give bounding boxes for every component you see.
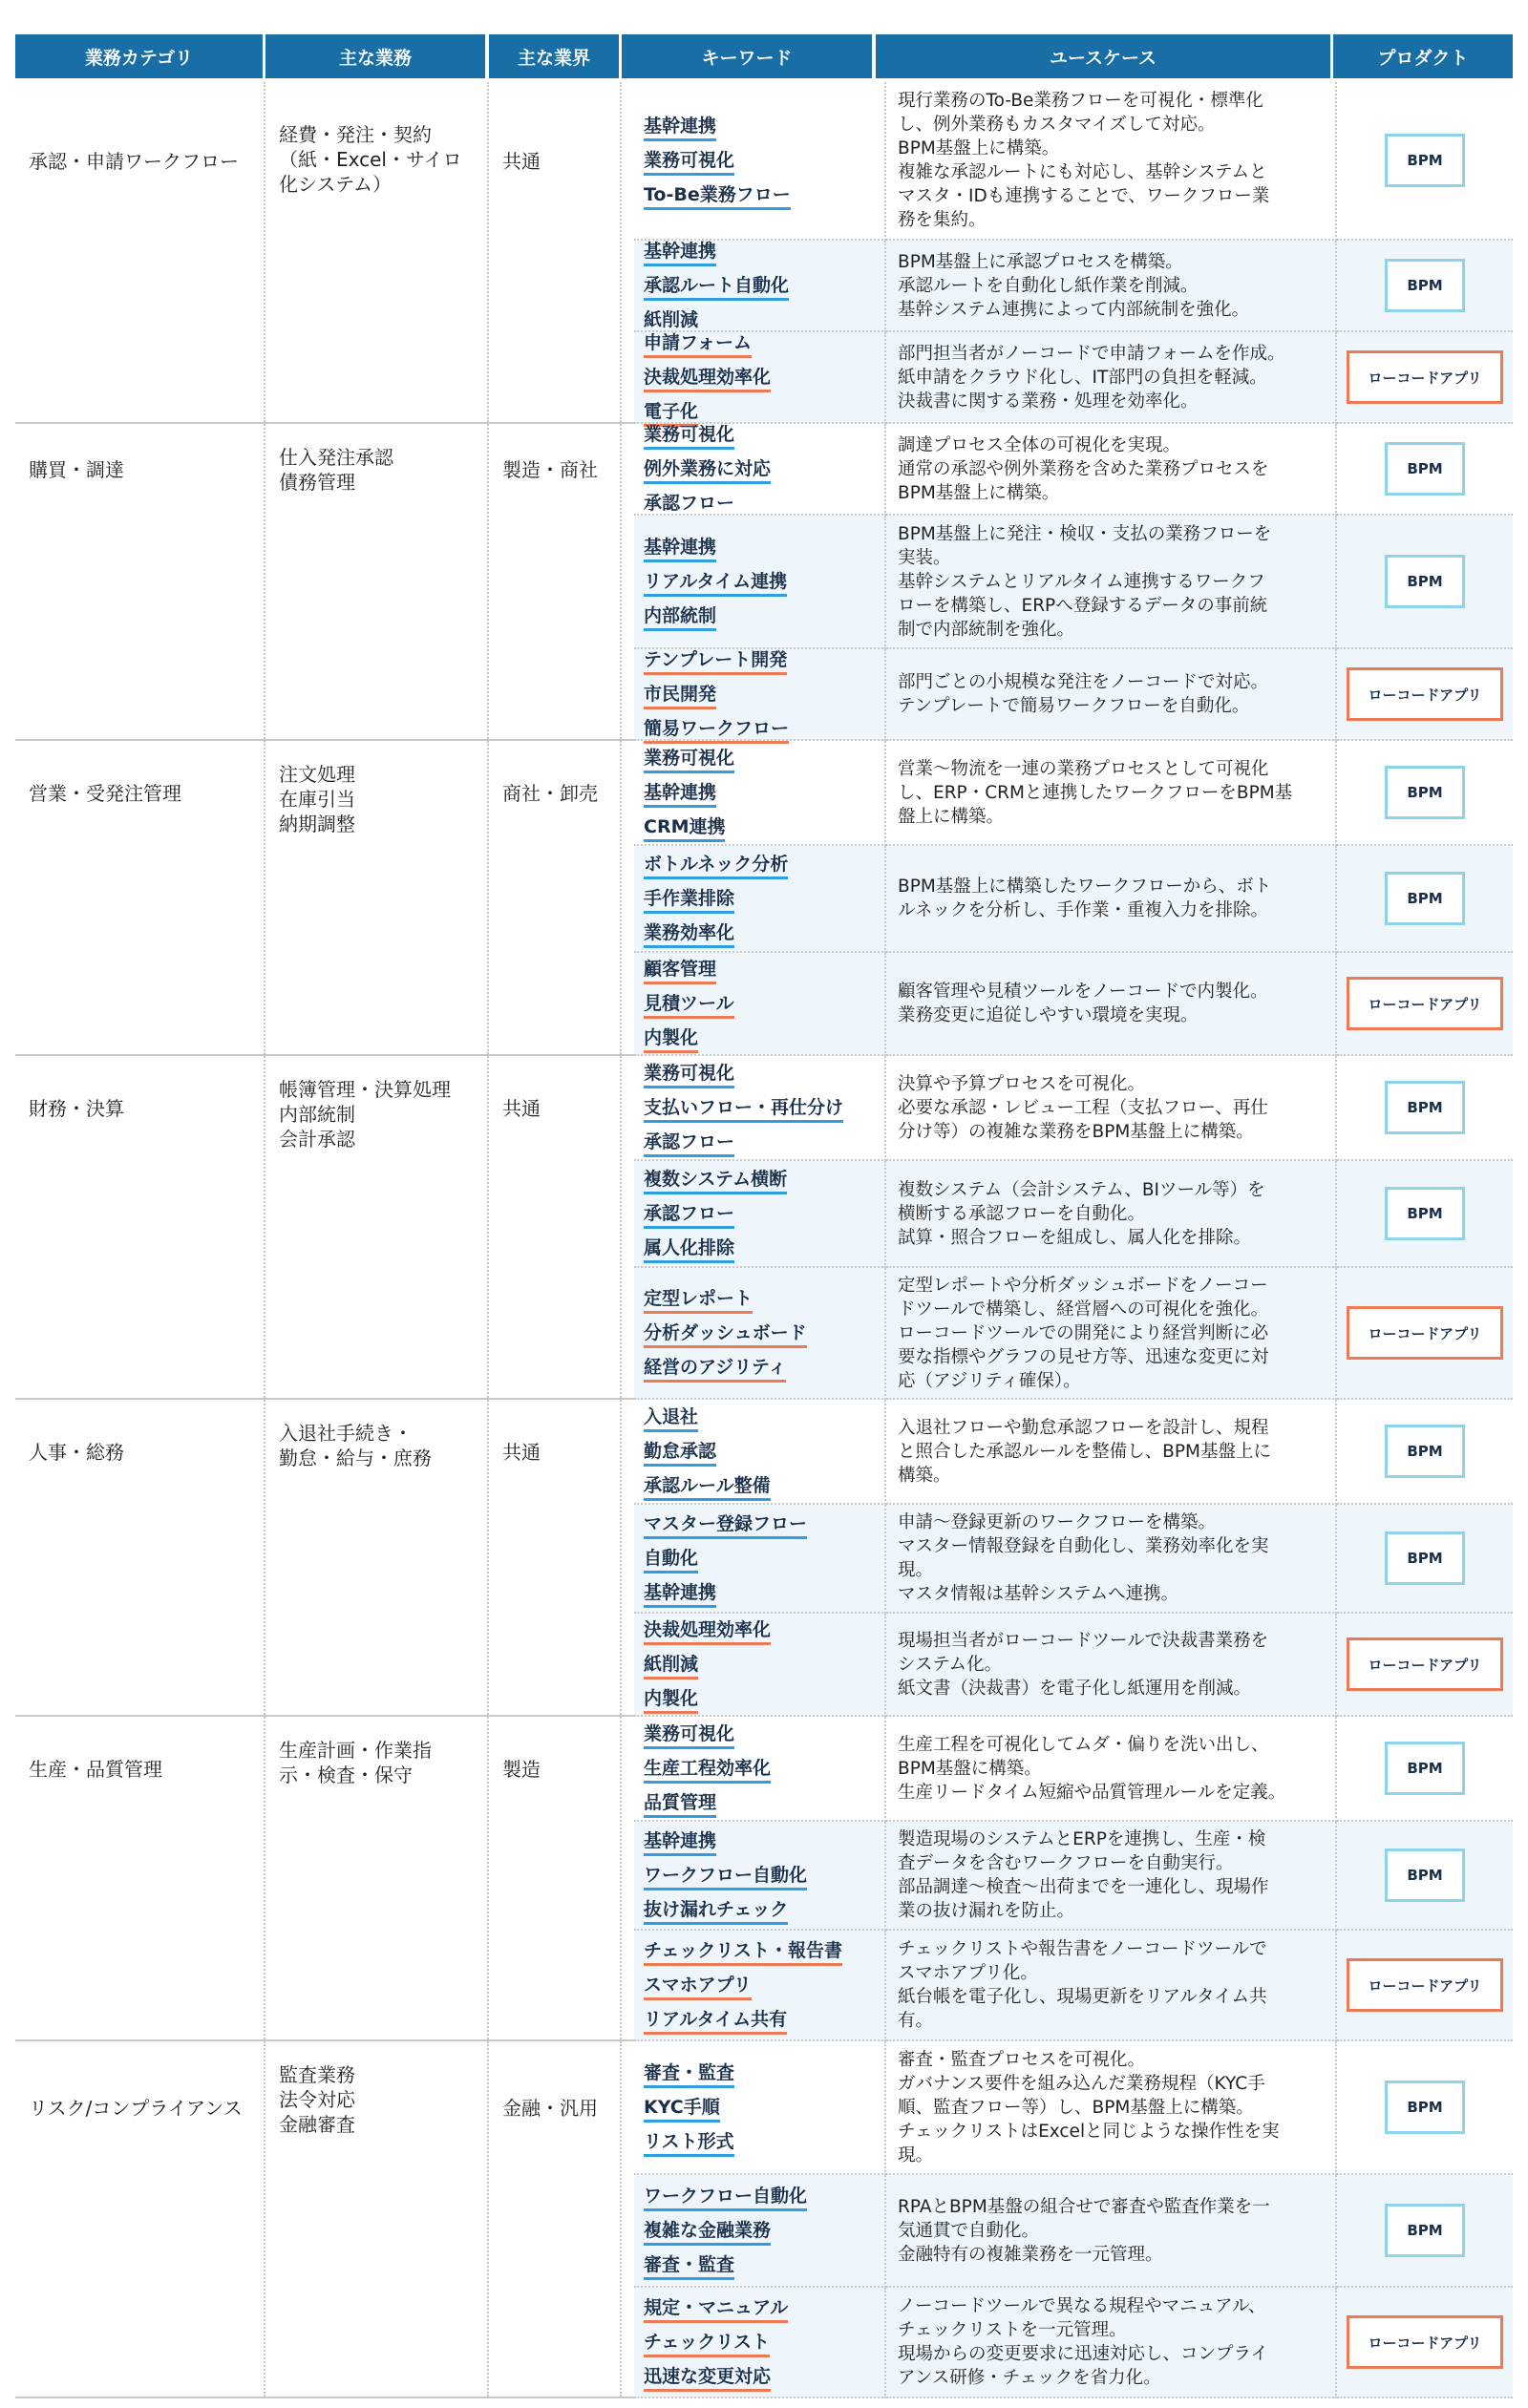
keyword-list — [644, 1268, 877, 1398]
table-row — [634, 1056, 1513, 1161]
bpm-badge: BPM — [1385, 2204, 1465, 2257]
usecase-text: BPM基盤上に発注・検収・支払の業務フローを 実装。 基幹システムとリアルタイム連携するワークフ ローを構築し、ERPへ登録するデータの事前統 制で内部統制を強化。 — [898, 523, 1272, 640]
keyword-cell — [634, 1505, 886, 1614]
table-row — [634, 516, 1513, 649]
usecase-cell — [886, 1161, 1337, 1268]
usecase-cell — [886, 82, 1337, 241]
keyword-tag: 承認ルート自動化 — [644, 271, 789, 301]
keyword-tag: 内製化 — [644, 1024, 698, 1053]
usecase-text: 現行業務のTo-Be業務フローを可視化・標準化 し、例外業務もカスタマイズして対応。 BPM基盤上に構築。 複雑な承認ルートにも対応し、基幹システムと マスタ・IDも連携することで、ワークフロー業 務を集約。 — [898, 91, 1270, 230]
keyword-list — [644, 1717, 877, 1820]
keyword-tag: 業務可視化 — [644, 1720, 734, 1749]
product-cell — [1337, 82, 1513, 241]
keyword-tag: 承認フロー — [644, 1128, 734, 1157]
keyword-list — [644, 424, 877, 514]
section-6 — [15, 1717, 1513, 2041]
usecase-text: チェックリストや報告書をノーコードツールで スマホアプリ化。 紙台帳を電子化し、現場更新をリアルタイム共 有。 — [898, 1939, 1267, 2031]
usecase-cell — [886, 649, 1337, 741]
product-cell — [1337, 1056, 1513, 1161]
keyword-cell — [634, 424, 886, 516]
header-cell: 主な業界 — [489, 34, 619, 78]
category-label: 生産・品質管理 — [29, 1758, 162, 1781]
keyword-tag: 見積ツール — [644, 989, 734, 1019]
keyword-list — [644, 1505, 877, 1612]
industry-label: 商社・卸売 — [502, 782, 598, 805]
usecase-cell — [886, 1056, 1337, 1161]
main-work-label: 入退社手続き・ 勤怠・給与・庶務 — [279, 1422, 432, 1469]
table-row — [634, 1822, 1513, 1931]
main-work-label: 生産計画・作業指 示・検査・保守 — [279, 1739, 432, 1786]
keyword-tag: 内製化 — [644, 1684, 698, 1714]
keyword-tag: 業務可視化 — [644, 420, 734, 450]
keyword-list — [644, 2041, 877, 2173]
industry-label: 共通 — [502, 1097, 541, 1120]
bpm-badge: BPM — [1385, 1081, 1465, 1134]
keyword-tag: 審査・監査 — [644, 2059, 734, 2088]
keyword-tag: KYC手順 — [644, 2093, 720, 2123]
keyword-list — [644, 2288, 877, 2397]
keyword-list — [644, 1931, 877, 2039]
usecase-cell — [886, 1268, 1337, 1400]
lowcode-badge: ローコードアプリ — [1347, 2315, 1503, 2369]
category-label: リスク/コンプライアンス — [29, 2097, 243, 2120]
keyword-list — [644, 846, 877, 951]
usecase-cell — [886, 1717, 1337, 1822]
industry-label: 製造・商社 — [502, 458, 598, 481]
keyword-tag: チェックリスト・報告書 — [644, 1936, 842, 1966]
header-cell: ユースケース — [876, 34, 1330, 78]
usecase-cell — [886, 241, 1337, 332]
header-cell: キーワード — [622, 34, 872, 78]
keyword-tag: 抜け漏れチェック — [644, 1895, 788, 1925]
table-row — [634, 2288, 1513, 2398]
section-1 — [15, 82, 1513, 424]
section-2 — [15, 424, 1513, 741]
product-cell — [1337, 1717, 1513, 1822]
keyword-tag: 申請フォーム — [644, 328, 752, 358]
keyword-tag: リスト形式 — [644, 2127, 734, 2157]
category-label: 財務・決算 — [29, 1097, 124, 1120]
keyword-tag: 紙削減 — [644, 306, 698, 335]
keyword-tag: チェックリスト — [644, 2328, 770, 2357]
keyword-tag: 自動化 — [644, 1544, 698, 1574]
table-row — [634, 1400, 1513, 1505]
keyword-cell — [634, 2288, 886, 2398]
usecase-text: 調達プロセス全体の可視化を実現。 通常の承認や例外業務を含めた業務プロセスを BPM基盤上に構築。 — [898, 434, 1269, 503]
keyword-tag: 市民開発 — [644, 680, 716, 709]
keyword-tag: ワークフロー自動化 — [644, 1861, 807, 1890]
usecase-text: 現場担当者がローコードツールで決裁書業務を システム化。 紙文書（決裁書）を電子化し紙運用を削減。 — [898, 1630, 1269, 1699]
keyword-tag: To-Be業務フロー — [644, 180, 791, 210]
header-cell: 主な業務 — [265, 34, 485, 78]
keyword-tag: ボトルネック分析 — [644, 850, 788, 879]
usecase-cell — [886, 332, 1337, 424]
keyword-list — [644, 82, 877, 239]
keyword-cell — [634, 1268, 886, 1400]
use-case-table — [15, 34, 1513, 2388]
main-work-label: 帳簿管理・決算処理 内部統制 会計承認 — [279, 1078, 451, 1151]
bpm-badge: BPM — [1385, 1187, 1465, 1240]
product-cell — [1337, 241, 1513, 332]
keyword-cell — [634, 2175, 886, 2288]
table-row — [634, 649, 1513, 741]
usecase-cell — [886, 1822, 1337, 1931]
keyword-list — [644, 1614, 877, 1715]
table-row — [634, 741, 1513, 846]
keyword-tag: 基幹連携 — [644, 778, 716, 808]
keyword-cell — [634, 1931, 886, 2041]
table-row — [634, 332, 1513, 424]
keyword-list — [644, 1822, 877, 1929]
usecase-cell — [886, 424, 1337, 516]
table-row — [634, 846, 1513, 953]
main-work-label: 監査業務 法令対応 金融審査 — [279, 2063, 355, 2136]
usecase-text: 製造現場のシステムとERPを連携し、生産・検 査データを含むワークフローを自動実行。 部品調達～検査～出荷までを一連化し、現場作 業の抜け漏れを防止。 — [898, 1829, 1269, 1921]
keyword-cell — [634, 741, 886, 846]
keyword-cell — [634, 1056, 886, 1161]
bpm-badge: BPM — [1385, 1742, 1465, 1795]
usecase-text: BPM基盤上に構築したワークフローから、ボト ルネックを分析し、手作業・重複入力を排除。 — [898, 877, 1272, 920]
product-cell — [1337, 332, 1513, 424]
usecase-cell — [886, 1614, 1337, 1717]
keyword-tag: 複雑な金融業務 — [644, 2216, 771, 2246]
bpm-badge: BPM — [1385, 134, 1465, 187]
table-row — [634, 82, 1513, 241]
lowcode-badge: ローコードアプリ — [1347, 977, 1503, 1030]
table-row — [634, 1931, 1513, 2041]
industry-label: 共通 — [502, 1441, 541, 1464]
keyword-tag: 電子化 — [644, 397, 698, 427]
keyword-tag: 手作業排除 — [644, 884, 734, 914]
lowcode-badge: ローコードアプリ — [1347, 1637, 1503, 1691]
category-label: 人事・総務 — [29, 1441, 124, 1464]
keyword-list — [644, 1056, 877, 1159]
keyword-tag: 迅速な変更対応 — [644, 2362, 771, 2392]
keyword-tag: 例外業務に対応 — [644, 454, 771, 484]
keyword-cell — [634, 241, 886, 332]
product-cell — [1337, 2175, 1513, 2288]
usecase-text: RPAとBPM基盤の組合せで審査や監査作業を一 気通貫で自動化。 金融特有の複雑業務を一元管理。 — [898, 2196, 1270, 2265]
usecase-text: 生産工程を可視化してムダ・偏りを洗い出し、 BPM基盤に構築。 生産リードタイム短縮や品質管理ルールを定義。 — [898, 1734, 1286, 1803]
bpm-badge: BPM — [1385, 2081, 1465, 2134]
main-work-label: 注文処理 在庫引当 納期調整 — [279, 763, 355, 835]
usecase-cell — [886, 846, 1337, 953]
usecase-text: 決算や予算プロセスを可視化。 必要な承認・レビュー工程（支払フロー、再仕 分け等）の複雑な業務をBPM基盤上に構築。 — [898, 1073, 1268, 1142]
product-cell — [1337, 741, 1513, 846]
section-4 — [15, 1056, 1513, 1400]
product-cell — [1337, 1400, 1513, 1505]
usecase-text: 部門担当者がノーコードで申請フォームを作成。 紙申請をクラウド化し、IT部門の負担を軽減。 決裁書に関する業務・処理を効率化。 — [898, 343, 1285, 412]
usecase-text: 営業～物流を一連の業務プロセスとして可視化 し、ERP・CRMと連携したワークフローをBPM基 盤上に構築。 — [898, 758, 1293, 827]
section-7 — [15, 2041, 1513, 2398]
usecase-cell — [886, 1931, 1337, 2041]
keyword-cell — [634, 1614, 886, 1717]
keyword-cell — [634, 2041, 886, 2175]
usecase-text: ノーコードツールで異なる規程やマニュアル、 チェックリストを一元管理。 現場からの変更要求に迅速対応し、コンプライ アンス研修・チェックを省力化。 — [898, 2296, 1268, 2388]
keyword-tag: 複数システム横断 — [644, 1165, 787, 1194]
keyword-tag: 業務可視化 — [644, 1059, 734, 1088]
keyword-list — [644, 1161, 877, 1266]
keyword-list — [644, 1400, 877, 1503]
keyword-tag: 決裁処理効率化 — [644, 1616, 771, 1645]
product-cell — [1337, 1931, 1513, 2041]
bpm-badge: BPM — [1385, 1531, 1465, 1585]
category-label: 営業・受発注管理 — [29, 782, 181, 805]
keyword-list — [644, 516, 877, 647]
keyword-tag: 業務可視化 — [644, 744, 734, 773]
keyword-tag: 入退社 — [644, 1403, 698, 1432]
category-label: 購買・調達 — [29, 458, 124, 481]
keyword-tag: テンプレート開発 — [644, 645, 787, 675]
industry-label: 金融・汎用 — [502, 2097, 598, 2120]
keyword-tag: 規定・マニュアル — [644, 2293, 788, 2323]
keyword-list — [644, 953, 877, 1054]
keyword-tag: 経営のアジリティ — [644, 1353, 786, 1383]
keyword-cell — [634, 516, 886, 649]
keyword-list — [644, 741, 877, 844]
keyword-tag: 業務効率化 — [644, 919, 734, 948]
keyword-cell — [634, 846, 886, 953]
product-cell — [1337, 2288, 1513, 2398]
keyword-cell — [634, 649, 886, 741]
keyword-cell — [634, 82, 886, 241]
keyword-list — [644, 2175, 877, 2286]
keyword-tag: 支払いフロー・再仕分け — [644, 1093, 843, 1123]
product-cell — [1337, 424, 1513, 516]
product-cell — [1337, 846, 1513, 953]
keyword-tag: 基幹連携 — [644, 1827, 716, 1856]
bpm-badge: BPM — [1385, 1425, 1465, 1478]
table-row — [634, 2175, 1513, 2288]
keyword-tag: 業務可視化 — [644, 146, 734, 176]
usecase-cell — [886, 2175, 1337, 2288]
table-row — [634, 953, 1513, 1056]
product-cell — [1337, 1505, 1513, 1614]
keyword-tag: 内部統制 — [644, 602, 716, 631]
bpm-badge: BPM — [1385, 259, 1465, 312]
keyword-tag: ワークフロー自動化 — [644, 2182, 807, 2211]
header-cell: 業務カテゴリ — [15, 34, 263, 78]
keyword-tag: 勤怠承認 — [644, 1437, 716, 1467]
main-work-label: 経費・発注・契約 （紙・Excel・サイロ 化システム） — [279, 123, 462, 196]
usecase-text: BPM基盤上に承認プロセスを構築。 承認ルートを自動化し紙作業を削減。 基幹システム連携によって内部統制を強化。 — [898, 251, 1250, 320]
keyword-cell — [634, 332, 886, 424]
keyword-tag: 基幹連携 — [644, 112, 716, 141]
keyword-tag: リアルタイム共有 — [644, 2005, 787, 2035]
section-3 — [15, 741, 1513, 1056]
keyword-tag: 簡易ワークフロー — [644, 714, 789, 744]
keyword-tag: マスター登録フロー — [644, 1510, 807, 1539]
section-5 — [15, 1400, 1513, 1717]
keyword-tag: CRM連携 — [644, 813, 725, 842]
bpm-badge: BPM — [1385, 766, 1465, 819]
keyword-tag: 品質管理 — [644, 1788, 716, 1818]
keyword-tag: 生産工程効率化 — [644, 1754, 771, 1784]
product-cell — [1337, 2041, 1513, 2175]
keyword-tag: 承認フロー — [644, 489, 734, 518]
keyword-cell — [634, 953, 886, 1056]
industry-label: 共通 — [502, 150, 541, 173]
keyword-tag: 基幹連携 — [644, 1578, 716, 1608]
lowcode-badge: ローコードアプリ — [1347, 1306, 1503, 1360]
main-work-label: 仕入発注承認 債務管理 — [279, 446, 393, 494]
bpm-badge: BPM — [1385, 872, 1465, 925]
lowcode-badge: ローコードアプリ — [1347, 1958, 1503, 2012]
keyword-list — [644, 241, 877, 330]
keyword-tag: リアルタイム連携 — [644, 567, 787, 597]
usecase-text: 入退社フローや勤怠承認フローを設計し、規程 と照合した承認ルールを整備し、BPM基盤上に 構築。 — [898, 1417, 1271, 1486]
keyword-tag: 分析ダッシュボード — [644, 1319, 807, 1348]
keyword-tag: 審査・監査 — [644, 2250, 734, 2280]
usecase-cell — [886, 2288, 1337, 2398]
bpm-badge: BPM — [1385, 555, 1465, 608]
keyword-tag: 承認フロー — [644, 1199, 734, 1229]
keyword-tag: 属人化排除 — [644, 1234, 734, 1263]
table-row — [634, 1505, 1513, 1614]
usecase-cell — [886, 741, 1337, 846]
keyword-cell — [634, 1161, 886, 1268]
table-row — [634, 424, 1513, 516]
table-row — [634, 1717, 1513, 1822]
bpm-badge: BPM — [1385, 1848, 1465, 1902]
product-cell — [1337, 953, 1513, 1056]
product-cell — [1337, 516, 1513, 649]
usecase-text: 申請～登録更新のワークフローを構築。 マスター情報登録を自動化し、業務効率化を実 現。 マスタ情報は基幹システムへ連携。 — [898, 1512, 1269, 1604]
keyword-tag: スマホアプリ — [644, 1971, 752, 2000]
usecase-cell — [886, 1400, 1337, 1505]
product-cell — [1337, 1614, 1513, 1717]
table-row — [634, 241, 1513, 332]
keyword-list — [644, 332, 877, 422]
usecase-text: 複数システム（会計システム、BIツール等）を 横断する承認フローを自動化。 試算・照合フローを組成し、属人化を排除。 — [898, 1179, 1265, 1248]
usecase-cell — [886, 953, 1337, 1056]
product-cell — [1337, 1822, 1513, 1931]
table-row — [634, 1268, 1513, 1400]
lowcode-badge: ローコードアプリ — [1347, 667, 1503, 721]
keyword-cell — [634, 1717, 886, 1822]
header-cell: プロダクト — [1333, 34, 1513, 78]
product-cell — [1337, 1268, 1513, 1400]
table-row — [634, 1161, 1513, 1268]
keyword-tag: 顧客管理 — [644, 955, 716, 984]
usecase-cell — [886, 1505, 1337, 1614]
product-cell — [1337, 1161, 1513, 1268]
industry-label: 製造 — [502, 1758, 541, 1781]
keyword-tag: 基幹連携 — [644, 533, 716, 562]
usecase-cell — [886, 516, 1337, 649]
table-row — [634, 1614, 1513, 1717]
usecase-text: 顧客管理や見積ツールをノーコードで内製化。 業務変更に追従しやすい環境を実現。 — [898, 982, 1268, 1025]
keyword-cell — [634, 1822, 886, 1931]
usecase-text: 定型レポートや分析ダッシュボードをノーコー ドツールで構築し、経営層への可視化を強化。 ローコードツールでの開発により経営判断に必 要な指標やグラフの見せ方等、迅速な変更に対 応（アジリティ確保）。 — [898, 1275, 1269, 1391]
table-row — [634, 2041, 1513, 2175]
keyword-list — [644, 649, 877, 739]
usecase-text: 部門ごとの小規模な発注をノーコードで対応。 テンプレートで簡易ワークフローを自動化。 — [898, 672, 1268, 716]
usecase-text: 審査・監査プロセスを可視化。 ガバナンス要件を組み込んだ業務規程（KYC手 順、監査フロー等）し、BPM基盤上に構築。 チェックリストはExcelと同じような操作性を実 現。 — [898, 2049, 1280, 2165]
lowcode-badge: ローコードアプリ — [1347, 350, 1503, 404]
category-label: 承認・申請ワークフロー — [29, 150, 239, 173]
table-header — [15, 34, 1513, 78]
keyword-tag: 決裁処理効率化 — [644, 363, 771, 392]
product-cell — [1337, 649, 1513, 741]
usecase-cell — [886, 2041, 1337, 2175]
bpm-badge: BPM — [1385, 442, 1465, 496]
keyword-tag: 基幹連携 — [644, 237, 716, 266]
keyword-tag: 定型レポート — [644, 1284, 753, 1314]
keyword-cell — [634, 1400, 886, 1505]
keyword-tag: 紙削減 — [644, 1650, 698, 1679]
keyword-tag: 承認ルール整備 — [644, 1471, 771, 1501]
